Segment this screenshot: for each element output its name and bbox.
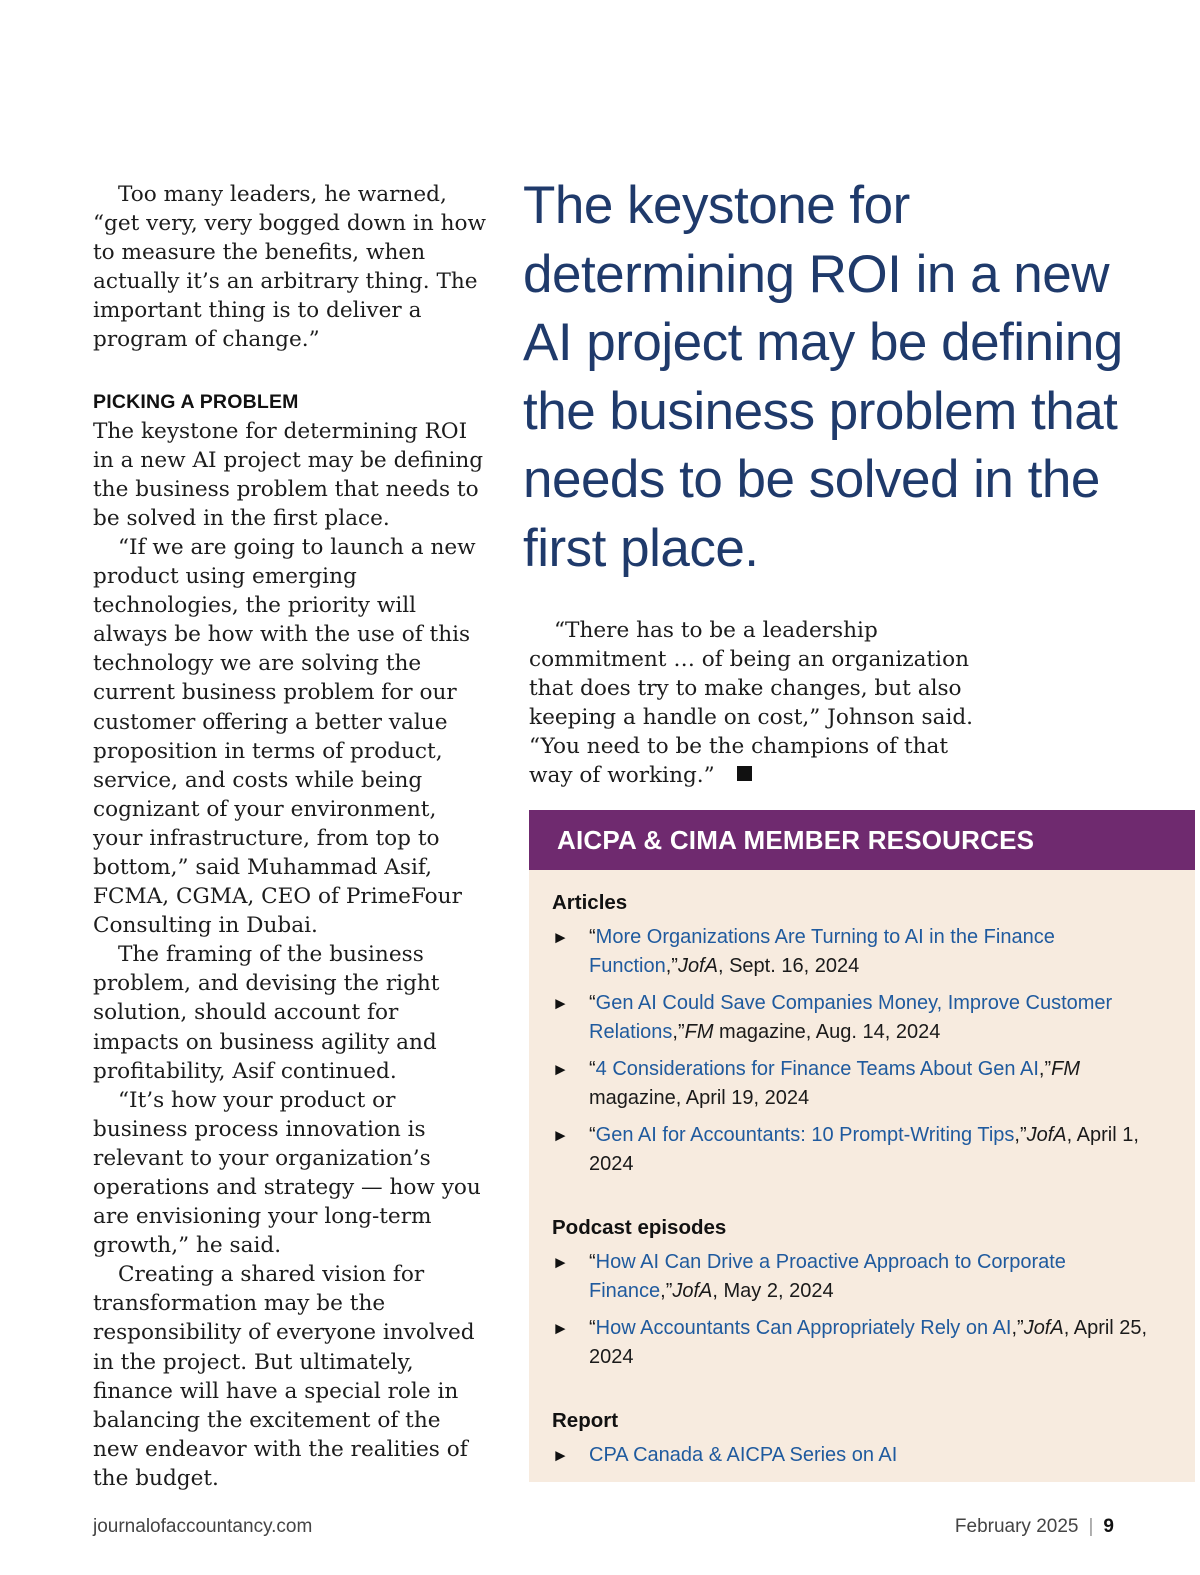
- resource-item: [552, 1055, 1195, 1113]
- resource-text: [589, 1248, 1169, 1306]
- publication-name: JofA: [1026, 1124, 1067, 1146]
- resource-text: [589, 1441, 1169, 1470]
- publication-date: magazine, Aug. 14, 2024: [713, 1021, 941, 1043]
- resource-link[interactable]: CPA Canada & AICPA Series on AI: [589, 1444, 898, 1466]
- body-paragraph: “It’s how your product or business process innovation is relevant to your organization’s operations and strategy — how you are envisioning your long-term growth,” he said.: [93, 1087, 481, 1259]
- resources-body: [529, 870, 1195, 1470]
- close-quote: ,”: [665, 955, 678, 977]
- play-arrow-icon: ►: [552, 1319, 569, 1338]
- play-arrow-icon: ►: [552, 1253, 569, 1272]
- category-articles: Articles: [552, 891, 628, 914]
- publication-name: JofA: [677, 955, 718, 977]
- publication-date: , May 2, 2024: [712, 1280, 834, 1302]
- open-quote: “: [589, 1317, 596, 1339]
- close-quote: ,”: [1014, 1124, 1027, 1146]
- publication-name: JofA: [672, 1280, 713, 1302]
- resources-header: AICPA & CIMA MEMBER RESOURCES: [529, 810, 1195, 870]
- body-paragraph: [529, 616, 989, 791]
- open-quote: “: [589, 1251, 596, 1273]
- play-arrow-icon: ►: [552, 928, 569, 947]
- resource-link[interactable]: How AI Can Drive a Proactive Approach to Corporate Finance: [589, 1251, 1066, 1302]
- footer-site: journalofaccountancy.com: [93, 1516, 313, 1537]
- category-podcasts: Podcast episodes: [552, 1216, 727, 1239]
- close-quote: ,”: [660, 1280, 673, 1302]
- resource-text: [589, 1121, 1169, 1179]
- publication-date: , April 25, 2024: [589, 1317, 1148, 1368]
- publication-name: FM: [1051, 1058, 1081, 1080]
- resource-link[interactable]: Gen AI Could Save Companies Money, Improve Customer Relations: [589, 992, 1113, 1043]
- publication-name: JofA: [1023, 1317, 1064, 1339]
- open-quote: “: [589, 926, 596, 948]
- resource-item: [552, 1248, 1195, 1306]
- resource-item: [552, 1314, 1195, 1372]
- resource-link[interactable]: How Accountants Can Appropriately Rely on AI: [595, 1317, 1012, 1339]
- resource-text: [589, 1314, 1169, 1372]
- member-resources-box: [529, 810, 1195, 1482]
- body-paragraph: Too many leaders, he warned, “get very, very bogged down in how to measure the benefits, when actually it’s an arbitrary thing. The important thing is to deliver a program of change.”: [93, 182, 486, 353]
- open-quote: “: [589, 1058, 596, 1080]
- quote-text: “There has to be a leadership commitment … of being an organization that does try to make changes, but also keeping a handle on cost,” Johnson said. “You need to be the champions of that way of working.”: [529, 618, 974, 789]
- resource-text: [589, 989, 1169, 1047]
- articles-list: [552, 923, 1195, 1179]
- play-arrow-icon: ►: [552, 994, 569, 1013]
- end-of-article-mark: [737, 766, 752, 781]
- resource-item: [552, 923, 1195, 981]
- resource-item: [552, 989, 1195, 1047]
- close-quote: ,”: [672, 1021, 685, 1043]
- open-quote: “: [589, 1124, 596, 1146]
- open-quote: “: [589, 992, 596, 1014]
- resource-item: [552, 1121, 1195, 1179]
- podcasts-list: [552, 1248, 1195, 1372]
- resource-text: [589, 1055, 1169, 1113]
- close-quote: ,”: [1011, 1317, 1024, 1339]
- issue-date: February 2025: [954, 1516, 1079, 1537]
- report-list: [552, 1441, 1195, 1470]
- play-arrow-icon: ►: [552, 1060, 569, 1079]
- section-heading: PICKING A PROBLEM: [93, 390, 299, 413]
- resource-item: [552, 1441, 1195, 1470]
- right-column: [529, 616, 989, 791]
- left-column: [93, 180, 488, 1493]
- pull-quote: The keystone for determining ROI in a new AI project may be defining the business problem that needs to be solved in the first place.: [523, 176, 1123, 578]
- body-paragraph: Creating a shared vision for transformation may be the responsibility of everyone involved in the project. But ultimately, finance will have a special role in balancing the excitement of the new endeavor with the realities of the budget.: [93, 1262, 475, 1491]
- resource-link[interactable]: More Organizations Are Turning to AI in the Finance Function: [589, 926, 1055, 977]
- play-arrow-icon: ►: [552, 1446, 569, 1465]
- body-paragraph: The framing of the business problem, and devising the right solution, should account for impacts on business agility and profitability, Asif continued.: [93, 942, 440, 1084]
- publication-name: FM: [684, 1021, 714, 1043]
- footer-issue: [955, 1516, 1114, 1538]
- body-paragraph: The keystone for determining ROI in a new AI project may be defining the business problem that needs to be solved in the first place.: [93, 418, 484, 531]
- play-arrow-icon: ►: [552, 1126, 569, 1145]
- resource-link[interactable]: Gen AI for Accountants: 10 Prompt-Writing Tips: [595, 1124, 1015, 1146]
- resource-text: [589, 923, 1169, 981]
- body-paragraph: “If we are going to launch a new product using emerging technologies, the priority will always be how with the use of this technology we are solving the current business problem for our customer offering a better value proposition in terms of product, service, and costs while being cognizant of your environment, your infrastructure, from top to bottom,” said Muhammad Asif, FCMA, CGMA, CEO of PrimeFour Consulting in Dubai.: [93, 534, 476, 939]
- page-number: 9: [1103, 1516, 1114, 1537]
- publication-date: , April 1, 2024: [589, 1124, 1139, 1175]
- publication-date: magazine, April 19, 2024: [589, 1087, 810, 1109]
- close-quote: ,”: [1038, 1058, 1052, 1080]
- category-report: Report: [552, 1409, 619, 1432]
- publication-date: , Sept. 16, 2024: [717, 955, 860, 977]
- footer-separator: |: [1088, 1516, 1094, 1537]
- resource-link[interactable]: 4 Considerations for Finance Teams About Gen AI: [595, 1058, 1039, 1080]
